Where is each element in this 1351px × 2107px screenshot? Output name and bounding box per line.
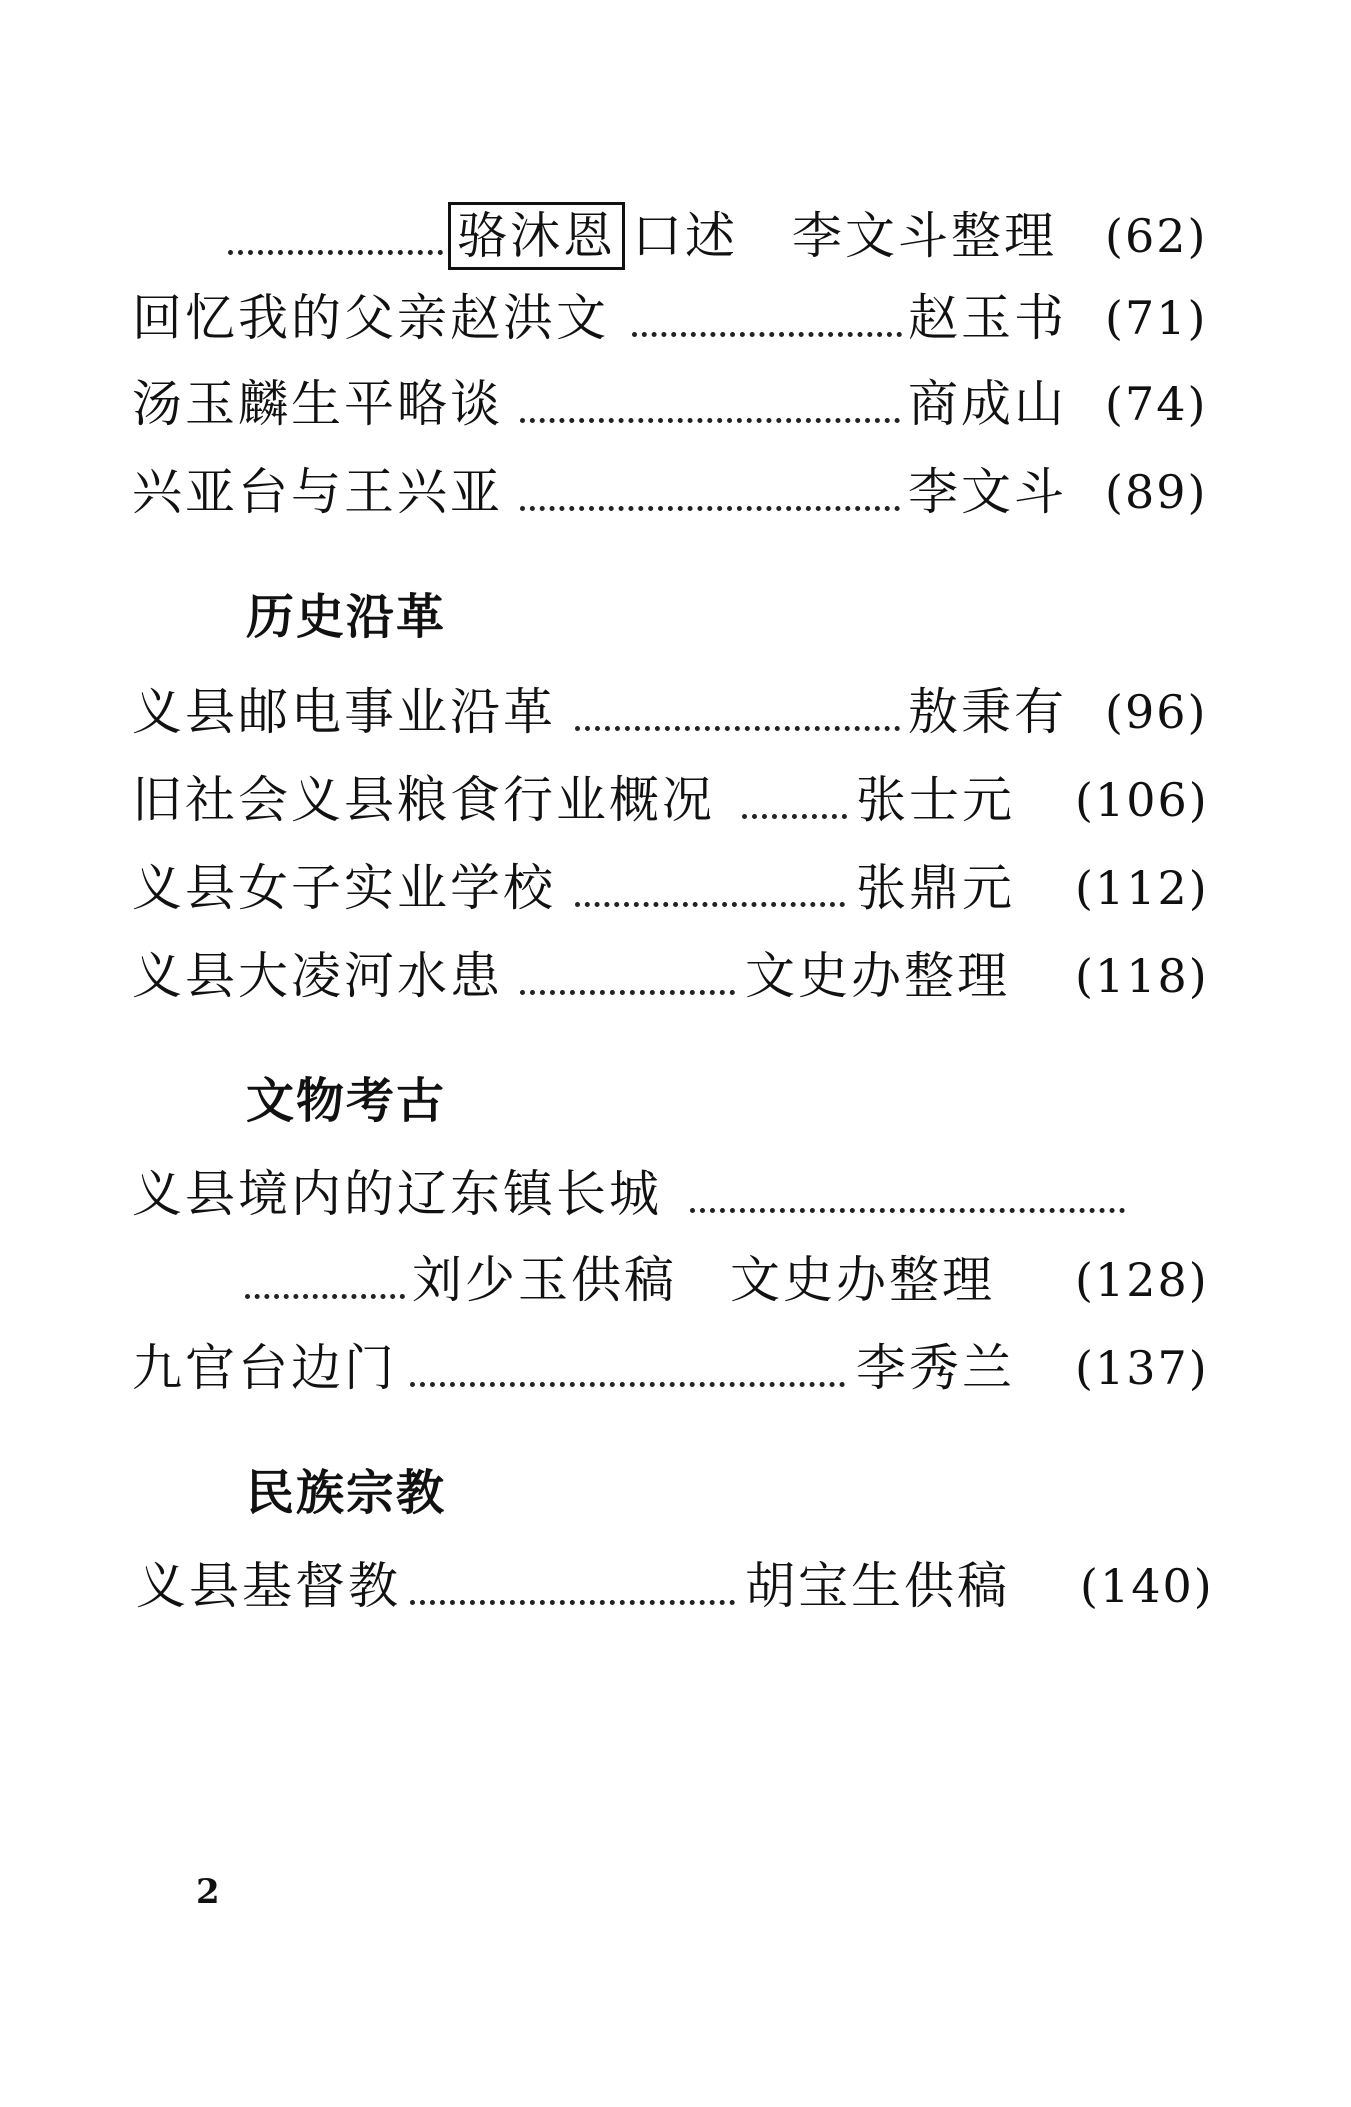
entry-title: 义县邮电事业沿革 xyxy=(132,683,556,741)
entry-title: 义县大凌河水患 xyxy=(132,947,503,1005)
entry-author: 赵玉书 xyxy=(908,289,1067,347)
leader-dots xyxy=(245,1294,405,1299)
leader-dots xyxy=(520,990,735,995)
entry-title: 义县境内的辽东镇长城 xyxy=(132,1165,662,1223)
entry-page: (74) xyxy=(1105,377,1208,431)
entry-page: (89) xyxy=(1105,465,1208,519)
leader-dots xyxy=(632,332,902,337)
toc-entry xyxy=(0,364,1351,444)
toc-entry xyxy=(0,1240,1351,1320)
entry-author: 李文斗 xyxy=(908,463,1067,521)
entry-page: (128) xyxy=(1075,1253,1209,1307)
entry-title: 回忆我的父亲赵洪文 xyxy=(132,289,609,347)
toc-entry xyxy=(0,1546,1351,1626)
leader-dots xyxy=(575,902,845,907)
entry-page: (62) xyxy=(1105,209,1208,263)
entry-page: (96) xyxy=(1105,685,1208,739)
section-heading: 文物考古 xyxy=(246,1073,447,1129)
section-heading: 民族宗教 xyxy=(246,1465,447,1521)
toc-entry xyxy=(0,936,1351,1016)
page-number: 2 xyxy=(196,1872,220,1912)
toc-entry xyxy=(0,672,1351,752)
leader-dots xyxy=(410,1600,735,1605)
entry-author: 李秀兰 xyxy=(856,1339,1015,1397)
toc-entry xyxy=(0,848,1351,928)
entry-title: 义县基督教 xyxy=(136,1557,401,1615)
toc-entry xyxy=(0,1154,1351,1234)
leader-dots xyxy=(742,814,847,819)
entry-page: (118) xyxy=(1075,949,1209,1003)
entry-author: 商成山 xyxy=(908,375,1067,433)
leader-dots xyxy=(520,418,900,423)
entry-page: (137) xyxy=(1075,1341,1209,1395)
entry-author: 文史办整理 xyxy=(745,947,1010,1005)
entry-author: 张鼎元 xyxy=(856,859,1015,917)
entry-title: 旧社会义县粮食行业概况 xyxy=(132,771,715,829)
toc-entry xyxy=(0,760,1351,840)
entry-note: 口述 xyxy=(632,207,738,265)
boxed-name: 骆沐恩 xyxy=(448,202,625,270)
leader-dots xyxy=(228,250,443,255)
entry-title: 九官台边门 xyxy=(132,1339,397,1397)
leader-dots xyxy=(410,1382,845,1387)
leader-dots xyxy=(520,506,900,511)
section-heading: 历史沿革 xyxy=(246,589,447,645)
entry-author: 张士元 xyxy=(856,771,1015,829)
entry-author: 刘少玉供稿 文史办整理 xyxy=(412,1251,995,1309)
toc-entry xyxy=(0,452,1351,532)
toc-entry xyxy=(0,278,1351,358)
leader-dots xyxy=(575,726,900,731)
toc-entry xyxy=(0,196,1351,276)
entry-page: (112) xyxy=(1075,861,1209,915)
entry-title: 兴亚台与王兴亚 xyxy=(132,463,503,521)
entry-title: 汤玉麟生平略谈 xyxy=(132,375,503,433)
entry-author: 李文斗整理 xyxy=(792,207,1057,265)
entry-page: (106) xyxy=(1075,773,1209,827)
entry-author: 胡宝生供稿 xyxy=(745,1557,1010,1615)
entry-page: (71) xyxy=(1105,291,1208,345)
entry-page: (140) xyxy=(1080,1559,1214,1613)
toc-entry xyxy=(0,1328,1351,1408)
entry-title: 义县女子实业学校 xyxy=(132,859,556,917)
entry-author: 敖秉有 xyxy=(908,683,1067,741)
leader-dots xyxy=(690,1208,1125,1213)
